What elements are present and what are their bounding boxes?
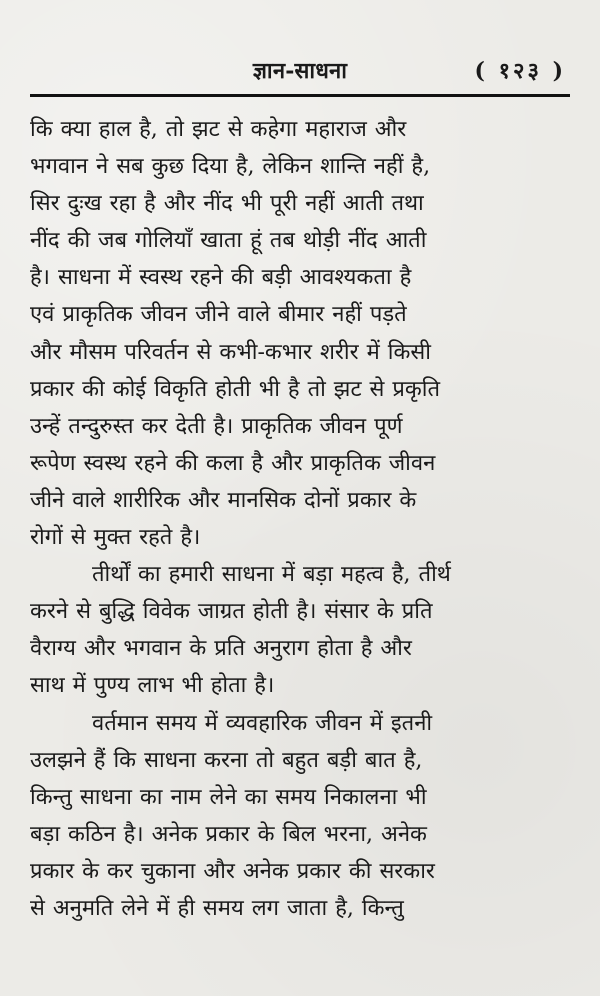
page-number: ( १२३ ): [474, 58, 566, 84]
paragraph-2: [30, 556, 570, 704]
paragraph-1-line-3: सिर दुःख रहा है और नींद भी पूरी नहीं आती तथा: [30, 191, 424, 217]
paragraph-1-line-8: प्रकार की कोई विकृति होती भी है तो झट से प्रकृति: [30, 376, 441, 402]
paragraph-1-line-7: और मौसम परिवर्तन से कभी-कभार शरीर में किसी: [30, 339, 431, 365]
paragraph-1-line-9: उन्हें तन्दुरुस्त कर देती है। प्राकृतिक जीवन पूर्ण: [30, 413, 403, 439]
paragraph-2-line-4: साथ में पुण्य लाभ भी होता है।: [30, 673, 275, 699]
paragraph-1-line-4: नींद की जब गोलियाँ खाता हूं तब थोड़ी नींद आती: [30, 228, 427, 254]
running-title: ज्ञान-साधना: [252, 58, 348, 84]
header-rule: [30, 94, 570, 97]
paragraph-2-line-3: वैराग्य और भगवान के प्रति अनुराग होता है और: [30, 636, 412, 662]
paragraph-1-line-11: जीने वाले शारीरिक और मानसिक दोनों प्रकार के: [30, 487, 417, 513]
paragraph-1-line-5: है। साधना में स्वस्थ रहने की बड़ी आवश्यकता है: [30, 265, 412, 291]
paragraph-1-line-1: कि क्या हाल है, तो झट से कहेगा महाराज और: [30, 117, 407, 142]
paragraph-3-line-4: बड़ा कठिन है। अनेक प्रकार के बिल भरना, अनेक: [30, 821, 427, 847]
paragraph-3-line-3: किन्तु साधना का नाम लेने का समय निकालना भी: [30, 784, 427, 810]
paragraph-3-line-1: वर्तमान समय में व्यवहारिक जीवन में इतनी: [92, 710, 433, 736]
paragraph-1-line-2: भगवान ने सब कुछ दिया है, लेकिन शान्ति नहीं है,: [30, 154, 431, 180]
paragraph-3-line-6: से अनुमति लेने में ही समय लग जाता है, किन्तु: [30, 895, 404, 921]
paragraph-3-line-5: प्रकार के कर चुकाना और अनेक प्रकार की सरकार: [30, 858, 435, 884]
paragraph-3: [30, 705, 570, 928]
paragraph-3-line-2: उलझने हैं कि साधना करना तो बहुत बड़ी बात है,: [30, 747, 423, 773]
paragraph-1-line-12: रोगों से मुक्त रहते है।: [30, 525, 201, 551]
paragraph-1: [30, 111, 570, 556]
paragraph-1-line-6: एवं प्राकृतिक जीवन जीने वाले बीमार नहीं पड़ते: [30, 302, 407, 328]
page-header: [30, 56, 570, 90]
paragraph-2-line-2: करने से बुद्धि विवेक जाग्रत होती है। संसार के प्रति: [30, 599, 433, 625]
page-content: [30, 111, 570, 927]
paragraph-2-line-1: तीर्थों का हमारी साधना में बड़ा महत्व है, तीर्थ: [92, 562, 451, 588]
paragraph-1-line-10: रूपेण स्वस्थ रहने की कला है और प्राकृतिक जीवन: [30, 450, 436, 476]
